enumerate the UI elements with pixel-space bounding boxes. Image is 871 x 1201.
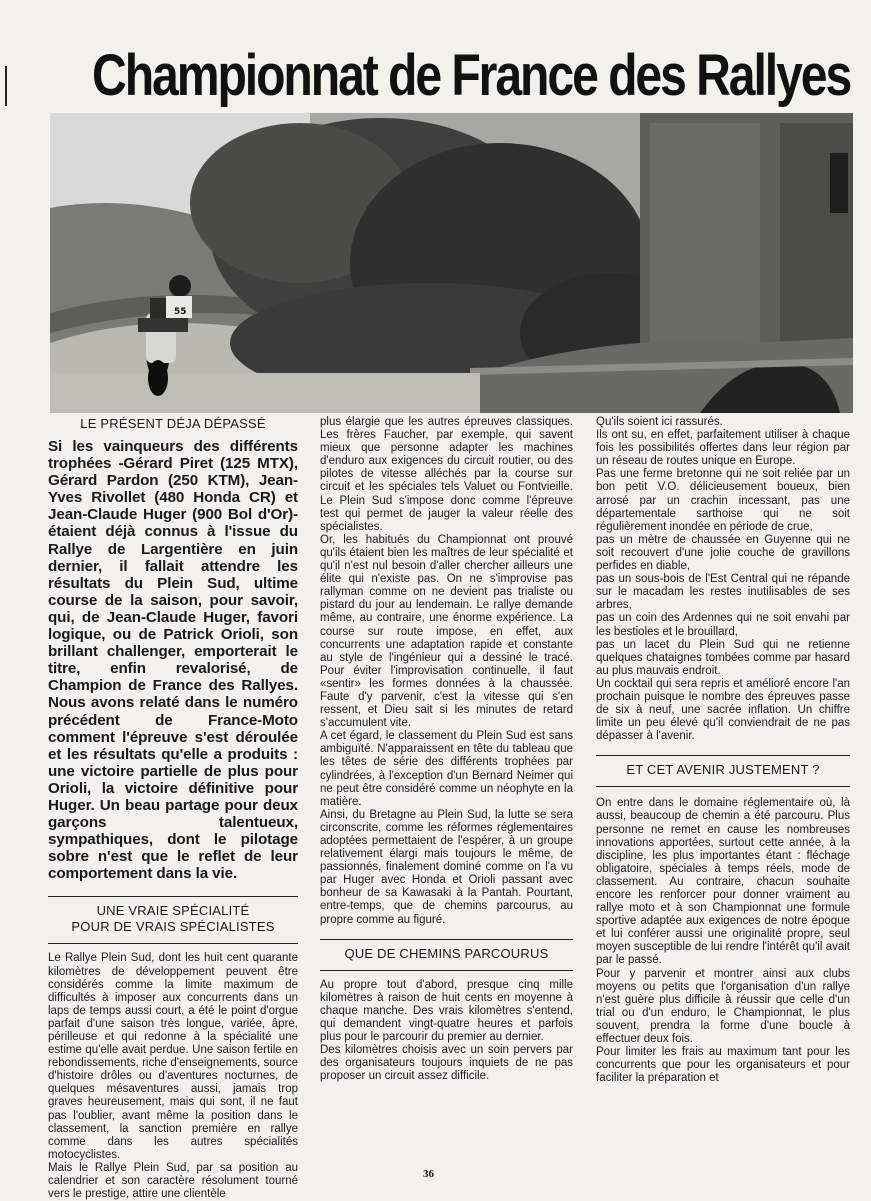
paragraph: Ainsi, du Bretagne au Plein Sud, la lutte se sera circonscrite, comme les réformes réglementaires adoptées permettaient de l'espérer, à un groupe relativement élargi mais toujours le même, de passionnés, finalement dominé comme on l'a vu par Huger avec Honda et Orioli passant avec bonheur de sa Kawasaki à la Pantah. Pourtant, entre-temps, que de chemins parcourus, au propre comme au figuré. [320, 808, 573, 926]
column-1-body [48, 943, 298, 1201]
paragraph: Le Rallye Plein Sud, dont les huit cent quarante kilomètres de développement peuvent être considérés comme la limite maximum de difficultés à imposer aux concurrents dans un laps de temps aussi court, a été le point d'orgue parfait d'une saison très longue, variée, âpre, périlleuse et qui redonne à la spécialité une estime qu'elle avait perdue. Une saison fertile en rebondissements, riche d'enseignements, source d'histoire drôles ou d'aventures nocturnes, de quelques mésaventures aussi, jamais trop graves heureusement, mais qui sont, il ne faut pas l'oublier, avant même la position dans le classement, la sanction première en rallye comme dans les autres spécialités motocyclistes. [48, 952, 298, 1161]
paragraph: plus élargie que les autres épreuves classiques. Les frères Faucher, par exemple, qui savent mieux que personne adapter les machines d'enduro aux exigences du circuit routier, ou des pilotes de vitesse alléchés par la course sur circuit et les spéciales tels Valuet ou Fontvieille. Le Plein Sud s'impose donc comme l'épreuve test qui permet de jauger la valeur réelle des spécialistes. [320, 416, 573, 533]
column-2 [320, 416, 573, 1083]
paragraph: Mais le Rallye Plein Sud, par sa position au calendrier et son caractère résolument tourné vers le prestige, attire une clientèle [48, 1161, 298, 1201]
paragraph: pas un mètre de chaussée en Guyenne qui ne soit recouvert d'une jolie couche de gravillons perfides en diable, [596, 533, 850, 573]
paragraph: Pour limiter les frais au maximum tant pour les concurrents que pour les organisateurs et pour faciliter la préparation et [596, 1046, 850, 1085]
section-heading-specialite [48, 896, 298, 935]
paragraph: Des kilomètres choisis avec un soin pervers par des organisateurs toujours inquiets de ne pas proposer un circuit assez difficile. [320, 1044, 573, 1083]
rally-photo-illustration [50, 113, 853, 413]
paragraph: On entre dans le domaine réglementaire où, là aussi, beaucoup de chemin a été parcouru. Plus personne ne remet en cause les nombreuses innovations apportées, surtout cette année, à la discipline, les plus importantes étant : fléchage obligatoire, spéciales à temps réels, mode de classement. Au contraire, chacun souhaite encore les renforcer pour donner vraiment au rallye moto et à son Championnat une formule sportive adaptée aux exigences de notre époque et lui conférer aussi une originalité propre, seul moyen susceptible de lui rendre l'intérêt qu'il avait par le passé. [596, 797, 850, 967]
section-heading-specialite-line1: UNE VRAIE SPÉCIALITÉ [96, 903, 250, 919]
paragraph: Un cocktail qui sera repris et amélioré encore l'an prochain puisque le nombre des épreuves passe de six à neuf, une sacrée inflation. Un chiffre limite un peu élevé qu'il conviendrait de ne pas dépasser à l'avenir. [596, 677, 850, 743]
rider-number: 55 [174, 307, 187, 317]
section-heading-present: LE PRÉSENT DÉJA DÉPASSÉ [80, 416, 266, 431]
paragraph: Qu'ils soient ici rassurés. [596, 416, 723, 428]
lead-paragraph: Si les vainqueurs des différents trophées -Gérard Piret (125 MTX), Gérard Pardon (250 KTM), Jean-Yves Rivollet (480 Honda CR) et Jean-Claude Huger (900 Bol d'Or)- étaient déjà connus à l'issue du Rallye de Largentière en juin dernier, il fallait attendre les résultats du Plein Sud, ultime course de la saison, pour savoir, qui, de Jean-Claude Huger, favori logique, ou de Patrick Orioli, son brillant challenger, emporterait le titre, enfin revalorisé, de Champion de France des Rallyes. Nous avons relaté dans le numéro précédent de France-Moto comment l'épreuve s'est déroulée et les résultats qu'elle a produits : une victoire partielle de plus pour Orioli, la victoire définitive pour Huger. Un beau partage pour deux garçons talentueux, sympathiques, dont le pilotage sobre n'est que le reflet de leur comportement dans la vie. [48, 438, 298, 883]
paragraph: Au propre tout d'abord, presque cinq mille kilomètres à raison de huit cents en moyenne à chaque manche. Des vrais kilomètres s'entend, qui demandent vingt-quatre heures et parfois plus pour le parcourir du premier au dernier. [320, 978, 573, 1044]
paragraph: A cet égard, le classement du Plein Sud est sans ambiguïté. N'apparaissent en tête du tableau que les têtes de série des différents trophées par cylindrées, à l'exception d'un Bernard Neimer qui ne peut être considéré comme un néophyte en la matière. [320, 730, 573, 808]
paragraph: Pour y parvenir et montrer ainsi aux clubs moyens ou petits que l'organisation d'un rallye n'est guère plus difficile à réussir que celle d'un trial ou d'un enduro, le Championnat, le plus souvent, prendra la forme d'une boucle à effectuer deux fois. [596, 967, 850, 1046]
column-3 [596, 416, 850, 1085]
section-heading-specialite-line2: POUR DE VRAIS SPÉCIALISTES [71, 919, 275, 935]
page-title: Championnat de France des Rallyes [92, 43, 851, 108]
section-heading-avenir: ET CET AVENIR JUSTEMENT ? [596, 755, 850, 787]
paragraph: pas un sous-bois de l'Est Central qui ne répande sur le macadam les restes inutilisables de ses arbres, [596, 573, 850, 612]
paragraph: pas un lacet du Plein Sud qui ne retienne quelques chataignes tombées comme par hasard au plus mauvais endroit. [596, 638, 850, 677]
margin-rule [5, 66, 7, 106]
page-number: 36 [423, 1168, 434, 1180]
column-1 [48, 416, 298, 1201]
paragraph: Or, les habitués du Championnat ont prouvé qu'ils étaient bien les maîtres de leur spécialité et qu'il n'est nul besoin d'aller chercher ailleurs une élite qui n'existe pas. On ne s'improvise pas rallyman comme on ne devient pas trialiste ou pistard du jour au lendemain. Le rallye demande même, au contraire, une énorme expérience. La course sur route impose, en effet, aux concurrents une adaptation rapide et constante au style de l'ingénieur qui a dessiné le tracé. Pour éviter l'improvisation continuelle, il faut «sentir» les formes données à la chaussée. Faute d'y parvenir, c'est la vitesse qui s'en ressent, et Dieu sait si les minutes de retard s'accumulent vite. [320, 533, 573, 730]
rally-photo [50, 113, 853, 413]
paragraph: pas un coin des Ardennes qui ne soit envahi par les bestioles et le brouillard, [596, 612, 850, 638]
section-heading-chemins: QUE DE CHEMINS PARCOURUS [320, 939, 573, 971]
paragraph: Ils ont su, en effet, parfaitement utiliser à chaque fois les possibilités offertes dans leur région par un réseau de routes unique en Europe. [596, 429, 850, 468]
paragraph: Pas une ferme bretonne qui ne soit reliée par un bon petit V.O. délicieusement boueux, bien arrosé par un crachin incessant, pas une départementale sarthoise qui ne soit régulièrement inondée en période de crue, [596, 468, 850, 533]
